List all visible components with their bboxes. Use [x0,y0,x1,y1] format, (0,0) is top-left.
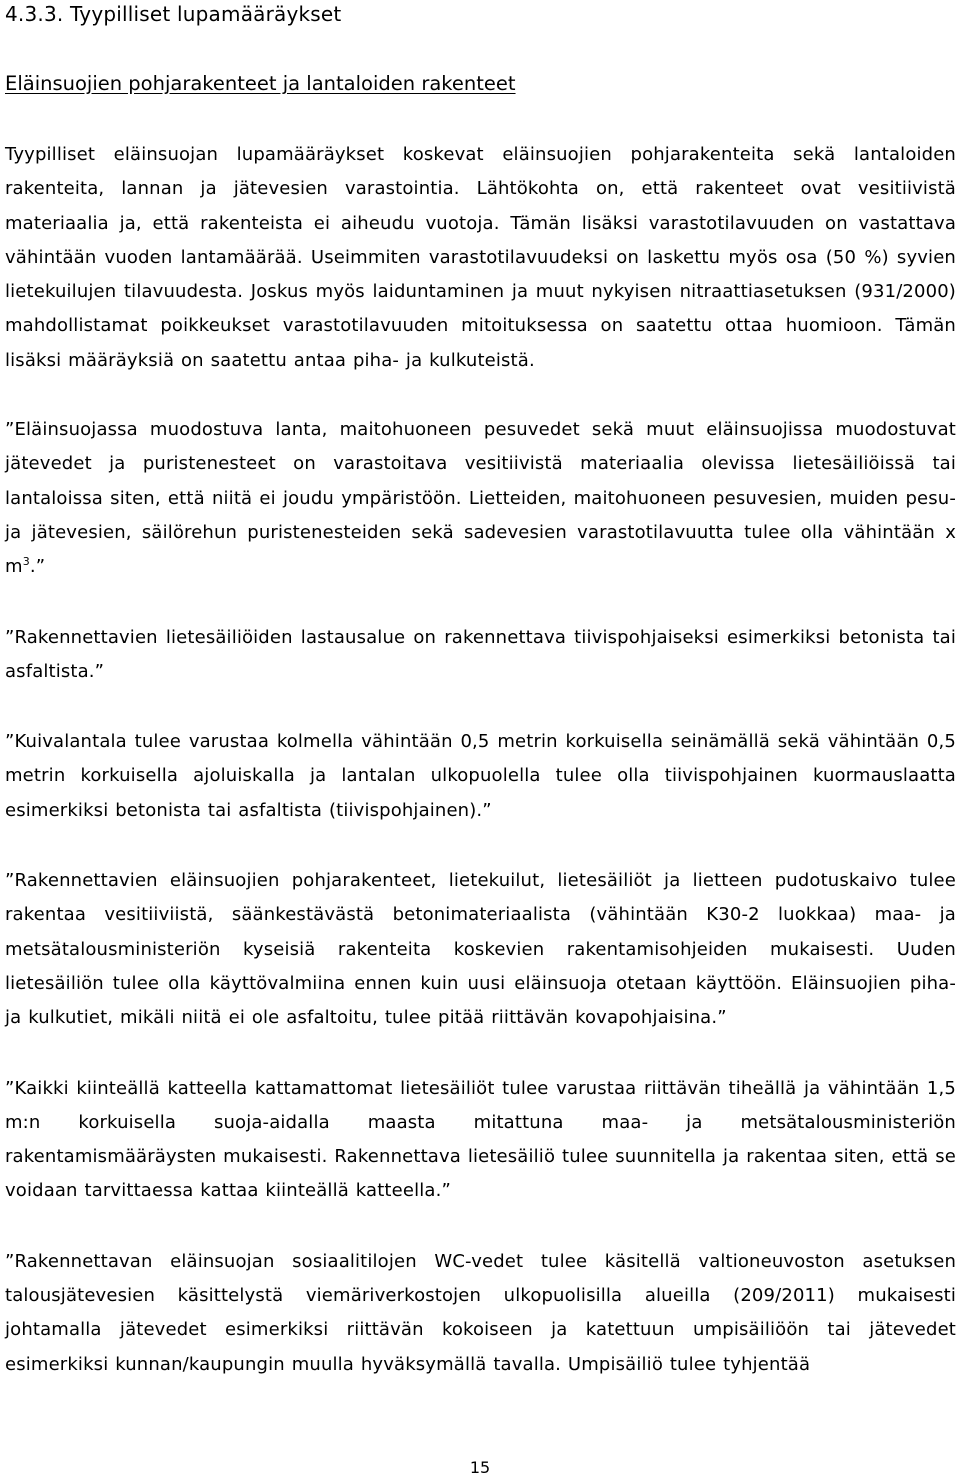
quote-paragraph-slurry-storage [5,413,956,584]
superscript-unit: 3 [22,555,30,569]
quote-paragraph-dry-manure: ”Kuivalantala tulee varustaa kolmella vähintään 0,5 metrin korkuisella seinämällä sekä vähintään 0,5 metrin korkuisella ajoluiskalla ja lantalan ulkopuolella tulee olla tiivispohjainen kuormauslaatta esimerkiksi betonista tai asfaltista (tiivispohjainen).” [5,731,956,821]
quote-paragraph-fencing: ”Kaikki kiinteällä katteella kattamattomat lietesäiliöt tulee varustaa riittävän tiheällä ja vähintään 1,5 m:n korkuisella suoja-aidalla maasta mitattuna maa- ja metsätalousministeriön rakentamismääräysten mukaisesti. Rakennettava lietesäiliö tulee suunnitella ja rakentaa siten, että se voidaan tarvittaessa kattaa kiinteällä katteella.” [5,1077,956,1202]
quote-text: ”Eläinsuojassa muodostuva lanta, maitohuoneen pesuvedet sekä muut eläinsuojissa muodostuvat jätevedet ja puristenesteet on varastoitava vesitiivistä materiaalia olevissa lietesäiliöissä tai lantaloissa siten, että niitä ei joudu ympäristöön. Lietteiden, maitohuoneen pesuvesien, muiden pesu- ja jätevesien, säilörehun puristenesteiden sekä sadevesien varastotilavuutta tulee olla vähintään x m [5,419,956,578]
quote-paragraph-wc-water: ”Rakennettavan eläinsuojan sosiaalitilojen WC-vedet tulee käsitellä valtioneuvoston asetuksen talousjätevesien käsittelystä viemäriverkostojen ulkopuolisilla alueilla (209/2011) mukaisesti johtamalla jätevedet esimerkiksi riittävän kokoiseen ja katettuun umpisäiliöön tai jätevedet esimerkiksi kunnan/kaupungin muulla hyväksymällä tavalla. Umpisäiliö tulee tyhjentää [5,1250,956,1375]
intro-paragraph: Tyypilliset eläinsuojan lupamääräykset koskevat eläinsuojien pohjarakenteita sekä lantaloiden rakenteita, lannan ja jätevesien varastointia. Lähtökohta on, että rakenteet ovat vesitiivistä materiaalia ja, että rakenteista ei aiheudu vuotoja. Tämän lisäksi varastotilavuuden on vastattava vähintään vuoden lantamäärää. Useimmiten varastotilavuudeksi on laskettu myös osa (50 %) syvien lietekuilujen tilavuudesta. Joskus myös laiduntaminen ja muut nykyisen nitraattiasetuksen (931/2000) mahdollistamat poikkeukset varastotilavuuden mitoituksessa on saatettu ottaa huomioon. Tämän lisäksi määräyksiä on saatettu antaa piha- ja kulkuteistä. [5,144,956,371]
section-heading: 4.3.3. Tyypilliset lupamääräykset [5,2,342,26]
quote-paragraph-loading-area: ”Rakennettavien lietesäiliöiden lastausalue on rakennettava tiivispohjaiseksi esimerkiksi betonista tai asfaltista.” [5,626,956,682]
quote-paragraph-foundations: ”Rakennettavien eläinsuojien pohjarakenteet, lietekuilut, lietesäiliöt ja lietteen pudotuskaivo tulee rakentaa vesitiiviistä, säänkestävästä betonimateriaalista (vähintään K30-2 luokkaa) maa- ja metsätalousministeriön kyseisiä rakenteita koskevien rakentamisohjeiden mukaisesti. Uuden lietesäiliön tulee olla käyttövalmiina ennen kuin uusi eläinsuoja otetaan käyttöön. Eläinsuojien piha- ja kulkutiet, mikäli niitä ei ole asfaltoitu, tulee pitää riittävän kovapohjaisina.” [5,870,956,1029]
page-number: 15 [469,1458,491,1477]
section-subheading: Eläinsuojien pohjarakenteet ja lantaloiden rakenteet [5,72,516,95]
document-page [5,0,956,1382]
quote-end: .” [29,556,46,578]
